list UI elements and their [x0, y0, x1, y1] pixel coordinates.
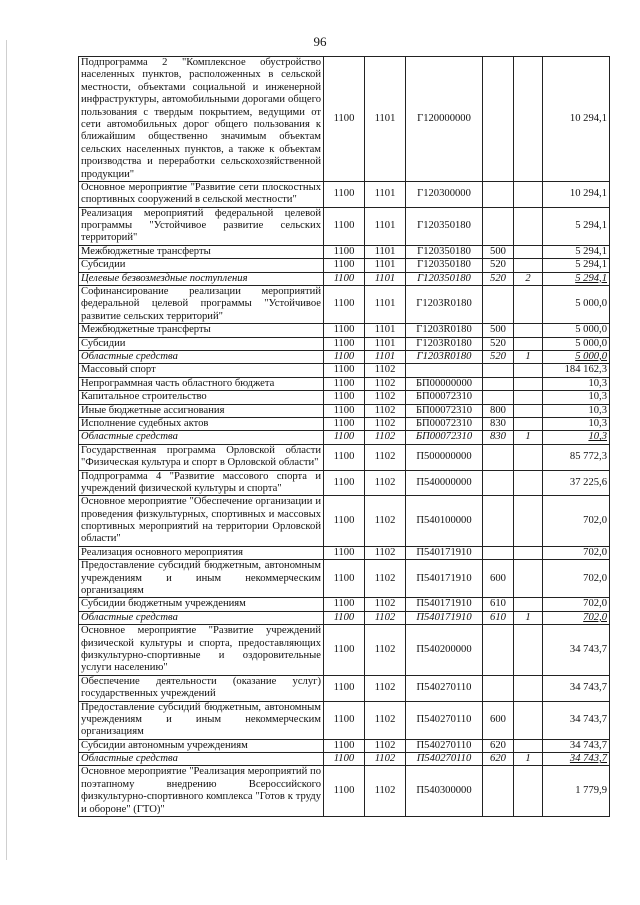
target-article-code: П540270110 — [406, 753, 483, 766]
row-name: Массовый спорт — [79, 364, 324, 377]
amount: 34 743,7 — [543, 739, 610, 752]
source-code — [514, 364, 543, 377]
target-article-code: П540300000 — [406, 766, 483, 817]
row-name: Областные средства — [79, 611, 324, 624]
section-code: 1100 — [324, 57, 365, 182]
row-name: Подпрограмма 4 "Развитие массового спорта и учреждений физической культуры и спорта" — [79, 470, 324, 496]
section-code: 1100 — [324, 766, 365, 817]
expense-type-code — [483, 207, 514, 245]
subsection-code: 1102 — [365, 417, 406, 430]
expense-type-code: 500 — [483, 245, 514, 258]
table-row — [79, 417, 610, 430]
target-article-code: Г120350180 — [406, 207, 483, 245]
subsection-code: 1102 — [365, 470, 406, 496]
amount: 5 294,1 — [543, 259, 610, 272]
row-name: Реализация мероприятий федеральной целевой программы "Устойчивое развитие сельских территорий" — [79, 207, 324, 245]
subsection-code: 1102 — [365, 364, 406, 377]
table-row — [79, 675, 610, 701]
table-row — [79, 739, 610, 752]
section-code: 1100 — [324, 350, 365, 363]
source-code: 1 — [514, 611, 543, 624]
table-row — [79, 766, 610, 817]
subsection-code: 1101 — [365, 57, 406, 182]
amount: 10,3 — [543, 377, 610, 390]
subsection-code: 1102 — [365, 739, 406, 752]
amount: 37 225,6 — [543, 470, 610, 496]
section-code: 1100 — [324, 404, 365, 417]
expense-type-code: 830 — [483, 431, 514, 444]
section-code: 1100 — [324, 675, 365, 701]
target-article-code: П540270110 — [406, 675, 483, 701]
table-row — [79, 181, 610, 207]
amount: 702,0 — [543, 496, 610, 547]
row-name: Межбюджетные трансферты — [79, 324, 324, 337]
source-code — [514, 286, 543, 324]
amount: 10,3 — [543, 417, 610, 430]
row-name: Субсидии — [79, 337, 324, 350]
subsection-code: 1101 — [365, 207, 406, 245]
target-article-code: Г120000000 — [406, 57, 483, 182]
table-row — [79, 391, 610, 404]
section-code: 1100 — [324, 546, 365, 559]
budget-table — [78, 56, 610, 817]
table-row — [79, 701, 610, 739]
section-code: 1100 — [324, 391, 365, 404]
source-code — [514, 701, 543, 739]
expense-type-code: 610 — [483, 598, 514, 611]
source-code: 1 — [514, 350, 543, 363]
expense-type-code — [483, 444, 514, 470]
source-code — [514, 496, 543, 547]
section-code: 1100 — [324, 598, 365, 611]
source-code — [514, 766, 543, 817]
table-row — [79, 377, 610, 390]
subsection-code: 1102 — [365, 766, 406, 817]
section-code: 1100 — [324, 560, 365, 598]
source-code — [514, 337, 543, 350]
amount: 5 000,0 — [543, 286, 610, 324]
subsection-code: 1102 — [365, 404, 406, 417]
table-row — [79, 404, 610, 417]
source-code — [514, 181, 543, 207]
target-article-code: Г1203R0180 — [406, 337, 483, 350]
amount: 34 743,7 — [543, 625, 610, 676]
target-article-code: П540000000 — [406, 470, 483, 496]
section-code: 1100 — [324, 337, 365, 350]
subsection-code: 1101 — [365, 181, 406, 207]
subsection-code: 1101 — [365, 259, 406, 272]
table-row — [79, 57, 610, 182]
table-row — [79, 470, 610, 496]
table-row — [79, 753, 610, 766]
target-article-code: П540270110 — [406, 739, 483, 752]
source-code — [514, 444, 543, 470]
source-code: 2 — [514, 272, 543, 285]
amount: 5 000,0 — [543, 350, 610, 363]
amount: 34 743,7 — [543, 753, 610, 766]
amount: 85 772,3 — [543, 444, 610, 470]
row-name: Субсидии автономным учреждениям — [79, 739, 324, 752]
subsection-code: 1102 — [365, 625, 406, 676]
subsection-code: 1102 — [365, 444, 406, 470]
source-code — [514, 324, 543, 337]
source-code — [514, 245, 543, 258]
amount: 702,0 — [543, 611, 610, 624]
expense-type-code: 500 — [483, 324, 514, 337]
target-article-code: БП00072310 — [406, 391, 483, 404]
subsection-code: 1102 — [365, 753, 406, 766]
target-article-code: П540100000 — [406, 496, 483, 547]
subsection-code: 1102 — [365, 431, 406, 444]
expense-type-code — [483, 496, 514, 547]
target-article-code: П540171910 — [406, 598, 483, 611]
row-name: Областные средства — [79, 350, 324, 363]
subsection-code: 1102 — [365, 701, 406, 739]
target-article-code: БП00072310 — [406, 404, 483, 417]
expense-type-code — [483, 377, 514, 390]
row-name: Исполнение судебных актов — [79, 417, 324, 430]
target-article-code: Г120350180 — [406, 259, 483, 272]
source-code — [514, 404, 543, 417]
source-code — [514, 675, 543, 701]
expense-type-code: 520 — [483, 350, 514, 363]
source-code — [514, 546, 543, 559]
table-row — [79, 444, 610, 470]
table-row — [79, 560, 610, 598]
row-name: Предоставление субсидий бюджетным, автономным учреждениям и иным некоммерческим организациям — [79, 560, 324, 598]
row-name: Целевые безвозмездные поступления — [79, 272, 324, 285]
amount: 5 294,1 — [543, 207, 610, 245]
section-code: 1100 — [324, 417, 365, 430]
section-code: 1100 — [324, 207, 365, 245]
section-code: 1100 — [324, 625, 365, 676]
amount: 34 743,7 — [543, 701, 610, 739]
amount: 5 000,0 — [543, 324, 610, 337]
amount: 702,0 — [543, 598, 610, 611]
expense-type-code — [483, 470, 514, 496]
subsection-code: 1102 — [365, 560, 406, 598]
subsection-code: 1102 — [365, 377, 406, 390]
subsection-code: 1101 — [365, 324, 406, 337]
expense-type-code: 620 — [483, 739, 514, 752]
table-row — [79, 350, 610, 363]
expense-type-code: 520 — [483, 272, 514, 285]
row-name: Основное мероприятие "Реализация мероприятий по поэтапному внедрению Всероссийского физкультурно-спортивного комплекса "Готов к труду и обороне" (ГТО)" — [79, 766, 324, 817]
table-row — [79, 207, 610, 245]
row-name: Реализация основного мероприятия — [79, 546, 324, 559]
expense-type-code: 830 — [483, 417, 514, 430]
source-code — [514, 417, 543, 430]
subsection-code: 1102 — [365, 598, 406, 611]
target-article-code — [406, 364, 483, 377]
section-code: 1100 — [324, 286, 365, 324]
subsection-code: 1101 — [365, 350, 406, 363]
section-code: 1100 — [324, 701, 365, 739]
table-row — [79, 598, 610, 611]
section-code: 1100 — [324, 611, 365, 624]
expense-type-code: 520 — [483, 337, 514, 350]
row-name: Капитальное строительство — [79, 391, 324, 404]
row-name: Основное мероприятие "Развитие сети плоскостных спортивных сооружений в сельской местности" — [79, 181, 324, 207]
row-name: Областные средства — [79, 431, 324, 444]
section-code: 1100 — [324, 272, 365, 285]
subsection-code: 1101 — [365, 272, 406, 285]
section-code: 1100 — [324, 431, 365, 444]
expense-type-code — [483, 181, 514, 207]
source-code — [514, 739, 543, 752]
row-name: Государственная программа Орловской области "Физическая культура и спорт в Орловской области" — [79, 444, 324, 470]
amount: 34 743,7 — [543, 675, 610, 701]
expense-type-code: 620 — [483, 753, 514, 766]
subsection-code: 1101 — [365, 337, 406, 350]
table-row — [79, 272, 610, 285]
source-code — [514, 470, 543, 496]
amount: 5 294,1 — [543, 272, 610, 285]
target-article-code: Г1203R0180 — [406, 324, 483, 337]
page-edge-line — [6, 40, 7, 860]
table-row — [79, 337, 610, 350]
source-code: 1 — [514, 753, 543, 766]
expense-type-code — [483, 675, 514, 701]
amount: 10 294,1 — [543, 181, 610, 207]
target-article-code: Г120300000 — [406, 181, 483, 207]
amount: 10,3 — [543, 404, 610, 417]
row-name: Субсидии — [79, 259, 324, 272]
row-name: Субсидии бюджетным учреждениям — [79, 598, 324, 611]
row-name: Предоставление субсидий бюджетным, автономным учреждениям и иным некоммерческим организациям — [79, 701, 324, 739]
table-row — [79, 625, 610, 676]
table-row — [79, 286, 610, 324]
section-code: 1100 — [324, 259, 365, 272]
section-code: 1100 — [324, 739, 365, 752]
table-row — [79, 611, 610, 624]
target-article-code: П540270110 — [406, 701, 483, 739]
amount: 10,3 — [543, 431, 610, 444]
table-row — [79, 324, 610, 337]
section-code: 1100 — [324, 181, 365, 207]
expense-type-code: 800 — [483, 404, 514, 417]
amount: 10 294,1 — [543, 57, 610, 182]
amount: 184 162,3 — [543, 364, 610, 377]
source-code — [514, 598, 543, 611]
amount: 702,0 — [543, 546, 610, 559]
subsection-code: 1101 — [365, 286, 406, 324]
target-article-code: П540171910 — [406, 546, 483, 559]
table-row — [79, 259, 610, 272]
expense-type-code: 610 — [483, 611, 514, 624]
table-row — [79, 245, 610, 258]
section-code: 1100 — [324, 364, 365, 377]
source-code — [514, 259, 543, 272]
table-row — [79, 431, 610, 444]
target-article-code: П540171910 — [406, 611, 483, 624]
target-article-code: Г120350180 — [406, 272, 483, 285]
expense-type-code — [483, 286, 514, 324]
section-code: 1100 — [324, 470, 365, 496]
target-article-code: Г1203R0180 — [406, 286, 483, 324]
table-row — [79, 364, 610, 377]
section-code: 1100 — [324, 753, 365, 766]
row-name: Иные бюджетные ассигнования — [79, 404, 324, 417]
subsection-code: 1102 — [365, 496, 406, 547]
expense-type-code — [483, 766, 514, 817]
expense-type-code: 520 — [483, 259, 514, 272]
expense-type-code — [483, 57, 514, 182]
source-code — [514, 391, 543, 404]
section-code: 1100 — [324, 444, 365, 470]
target-article-code: Г120350180 — [406, 245, 483, 258]
table-row — [79, 546, 610, 559]
row-name: Основное мероприятие "Обеспечение организации и проведения физкультурных, спортивных и массовых спортивных мероприятий на территории Орловской области" — [79, 496, 324, 547]
target-article-code: П500000000 — [406, 444, 483, 470]
source-code — [514, 57, 543, 182]
source-code: 1 — [514, 431, 543, 444]
row-name: Софинансирование реализации мероприятий федеральной целевой программы "Устойчивое развитие сельских территорий" — [79, 286, 324, 324]
target-article-code: БП00000000 — [406, 377, 483, 390]
subsection-code: 1102 — [365, 391, 406, 404]
amount: 5 000,0 — [543, 337, 610, 350]
target-article-code: БП00072310 — [406, 431, 483, 444]
expense-type-code: 600 — [483, 560, 514, 598]
amount: 10,3 — [543, 391, 610, 404]
expense-type-code: 600 — [483, 701, 514, 739]
amount: 1 779,9 — [543, 766, 610, 817]
expense-type-code — [483, 625, 514, 676]
section-code: 1100 — [324, 377, 365, 390]
source-code — [514, 625, 543, 676]
source-code — [514, 377, 543, 390]
row-name: Непрограммная часть областного бюджета — [79, 377, 324, 390]
row-name: Межбюджетные трансферты — [79, 245, 324, 258]
target-article-code: П540171910 — [406, 560, 483, 598]
row-name: Обеспечение деятельности (оказание услуг) государственных учреждений — [79, 675, 324, 701]
row-name: Основное мероприятие "Развитие учреждений физической культуры и спорта, предоставляющих физкультурно-спортивные и оздоровительные услуги населению" — [79, 625, 324, 676]
target-article-code: Г1203R0180 — [406, 350, 483, 363]
amount: 702,0 — [543, 560, 610, 598]
row-name: Областные средства — [79, 753, 324, 766]
table-row — [79, 496, 610, 547]
section-code: 1100 — [324, 245, 365, 258]
target-article-code: П540200000 — [406, 625, 483, 676]
subsection-code: 1102 — [365, 546, 406, 559]
amount: 5 294,1 — [543, 245, 610, 258]
expense-type-code — [483, 546, 514, 559]
expense-type-code — [483, 364, 514, 377]
section-code: 1100 — [324, 324, 365, 337]
source-code — [514, 560, 543, 598]
subsection-code: 1101 — [365, 245, 406, 258]
subsection-code: 1102 — [365, 611, 406, 624]
page-number: 96 — [313, 34, 327, 49]
section-code: 1100 — [324, 496, 365, 547]
expense-type-code — [483, 391, 514, 404]
subsection-code: 1102 — [365, 675, 406, 701]
target-article-code: БП00072310 — [406, 417, 483, 430]
row-name: Подпрограмма 2 "Комплексное обустройство населенных пунктов, расположенных в сельской местности, объектами социальной и инженерной инфраструктуры, автомобильными дорогами общего пользования с твердым покрытием, ведущими от сети автомобильных дорог общего пользования к ближайшим общественно значимым объектам сельских населенных пунктов, а также к объектам производства и переработки сельскохозяйственной продукции" — [79, 57, 324, 182]
source-code — [514, 207, 543, 245]
